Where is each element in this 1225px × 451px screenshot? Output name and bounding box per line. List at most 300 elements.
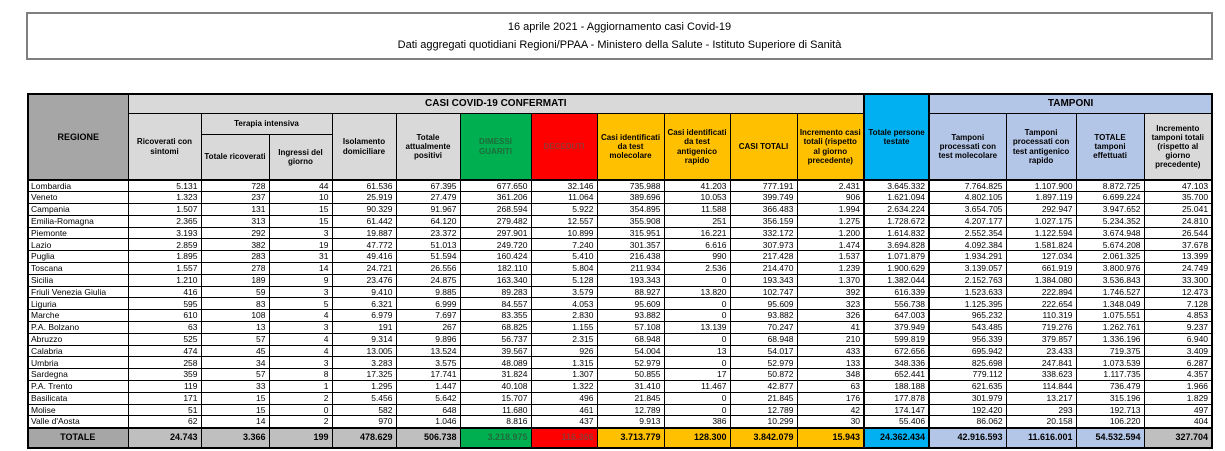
value-cell: 379.949 [864,322,929,334]
value-cell: 990 [664,251,730,263]
value-cell: 23.433 [1006,345,1076,357]
value-cell: 3.409 [1144,345,1212,357]
value-cell: 652.441 [864,369,929,381]
value-cell: 777.191 [730,180,797,192]
region-name: Campania [28,204,128,216]
value-cell: 389.696 [597,192,664,204]
value-cell: 3.654.705 [929,204,1006,216]
value-cell: 6.321 [332,298,396,310]
value-cell: 102.747 [730,286,797,298]
table-row [28,251,1212,263]
value-cell: 1.557 [128,263,201,275]
value-cell: 11.680 [460,404,531,416]
table-row [28,392,1212,404]
value-cell: 1.073.539 [1076,357,1144,369]
value-cell: 70.247 [730,322,797,334]
value-cell: 3.842.079 [730,428,797,448]
region-name: Basilicata [28,392,128,404]
value-cell: 3.366 [201,428,269,448]
value-cell: 279.482 [460,215,531,227]
value-cell: 24.810 [1144,215,1212,227]
value-cell: 0 [664,274,730,286]
value-cell: 1.384.080 [1006,274,1076,286]
value-cell: 1.581.824 [1006,239,1076,251]
value-cell: 25.919 [332,192,396,204]
value-cell: 19 [269,239,332,251]
value-cell: 189 [201,274,269,286]
region-name: Emilia-Romagna [28,215,128,227]
column-header-casi-antigenico: Casi identificati da test antigenico rapido [664,114,730,181]
region-name: Friuli Venezia Giulia [28,286,128,298]
value-cell: 83 [201,298,269,310]
value-cell: 3.579 [531,286,597,298]
value-cell: 1.447 [396,381,460,393]
value-cell: 1.966 [1144,381,1212,393]
value-cell: 3.139.057 [929,263,1006,275]
region-name: Sardegna [28,369,128,381]
value-cell: 297.901 [460,227,531,239]
value-cell: 4.853 [1144,310,1212,322]
value-cell: 1.614.832 [864,227,929,239]
value-cell: 3.674.948 [1076,227,1144,239]
value-cell: 258 [128,357,201,369]
value-cell: 50.855 [597,369,664,381]
column-header-isolamento: Isolamento domiciliare [332,114,396,181]
table-row [28,322,1212,334]
value-cell: 326 [797,310,864,322]
value-cell: 2.152.763 [929,274,1006,286]
value-cell: 5.410 [531,251,597,263]
value-cell: 42.877 [730,381,797,393]
value-cell: 20.158 [1006,416,1076,428]
value-cell: 267 [396,322,460,334]
value-cell: 6.287 [1144,357,1212,369]
value-cell: 12.557 [531,215,597,227]
value-cell: 188.188 [864,381,929,393]
value-cell: 582 [332,404,396,416]
column-header-incremento-casi: Incremento casi totali (rispetto al giorno precedente) [797,114,864,181]
value-cell: 68.948 [730,333,797,345]
value-cell: 2.536 [664,263,730,275]
value-cell: 31 [269,251,332,263]
value-cell: 199 [269,428,332,448]
value-cell: 83.355 [460,310,531,322]
value-cell: 45 [201,345,269,357]
value-cell: 59 [201,286,269,298]
value-cell: 116.366 [531,428,597,448]
value-cell: 114.844 [1006,381,1076,393]
value-cell: 599.819 [864,333,929,345]
value-cell: 51 [128,404,201,416]
value-cell: 556.738 [864,298,929,310]
region-name: Lazio [28,239,128,251]
value-cell: 1.474 [797,239,864,251]
value-cell: 6.940 [1144,333,1212,345]
value-cell: 21.845 [597,392,664,404]
value-cell: 222.654 [1006,298,1076,310]
value-cell: 956.339 [929,333,1006,345]
value-cell: 1.075.551 [1076,310,1144,322]
value-cell: 1.746.527 [1076,286,1144,298]
value-cell: 1.370 [797,274,864,286]
value-cell: 356.159 [730,215,797,227]
value-cell: 13.005 [332,345,396,357]
column-header-regione: REGIONE [28,94,128,180]
value-cell: 1.155 [531,322,597,334]
value-cell: 12.473 [1144,286,1212,298]
value-cell: 251 [664,215,730,227]
column-header-tamponi-totale: TOTALE tamponi effettuati [1076,114,1144,181]
column-header-tamponi-antigenico: Tamponi processati con test antigenico rapido [1006,114,1076,181]
value-cell: 965.232 [929,310,1006,322]
value-cell: 1 [269,381,332,393]
value-cell: 3 [269,227,332,239]
value-cell: 16.221 [664,227,730,239]
region-name: Marche [28,310,128,322]
table-row [28,263,1212,275]
value-cell: 416 [128,286,201,298]
value-cell: 11.064 [531,192,597,204]
value-cell: 9.896 [396,333,460,345]
value-cell: 42 [797,404,864,416]
region-name: Veneto [28,192,128,204]
value-cell: 1.829 [1144,392,1212,404]
value-cell: 301.357 [597,239,664,251]
value-cell: 1.027.175 [1006,215,1076,227]
table-row [28,369,1212,381]
value-cell: 13.399 [1144,251,1212,263]
value-cell: 283 [201,251,269,263]
value-cell: 12.789 [730,404,797,416]
value-cell: 301.979 [929,392,1006,404]
value-cell: 182.110 [460,263,531,275]
value-cell: 906 [797,192,864,204]
value-cell: 24.743 [128,428,201,448]
value-cell: 160.424 [460,251,531,263]
value-cell: 21.845 [730,392,797,404]
value-cell: 9.885 [396,286,460,298]
table-row [28,274,1212,286]
value-cell: 3.193 [128,227,201,239]
value-cell: 33 [201,381,269,393]
value-cell: 88.927 [597,286,664,298]
value-cell: 437 [531,416,597,428]
value-cell: 1.934.291 [929,251,1006,263]
value-cell: 0 [664,392,730,404]
value-cell: 926 [531,345,597,357]
value-cell: 5 [269,298,332,310]
value-cell: 51.013 [396,239,460,251]
value-cell: 0 [269,404,332,416]
value-cell: 332.172 [730,227,797,239]
table-row [28,239,1212,251]
value-cell: 10.053 [664,192,730,204]
table-row [28,310,1212,322]
value-cell: 5.922 [531,204,597,216]
value-cell: 1.897.119 [1006,192,1076,204]
table-body [28,180,1212,448]
title-box [26,12,1213,60]
value-cell: 24.749 [1144,263,1212,275]
value-cell: 7.697 [396,310,460,322]
covid-data-table [27,93,1213,449]
value-cell: 44 [269,180,332,192]
value-cell: 11.616.001 [1006,428,1076,448]
column-header-persone-testate: Totale persone testate [864,94,929,180]
value-cell: 6.616 [664,239,730,251]
value-cell: 1.117.735 [1076,369,1144,381]
value-cell: 1.994 [797,204,864,216]
value-cell: 31.410 [597,381,664,393]
value-cell: 3.575 [396,357,460,369]
value-cell: 5.234.352 [1076,215,1144,227]
value-cell: 24.875 [396,274,460,286]
value-cell: 4 [269,310,332,322]
value-cell: 399.749 [730,192,797,204]
value-cell: 15.707 [460,392,531,404]
value-cell: 5.642 [396,392,460,404]
value-cell: 57 [201,333,269,345]
table-row [28,381,1212,393]
value-cell: 67.395 [396,180,460,192]
value-cell: 15 [201,404,269,416]
value-cell: 1.621.094 [864,192,929,204]
value-cell: 2.552.354 [929,227,1006,239]
value-cell: 52.979 [597,357,664,369]
value-cell: 338.623 [1006,369,1076,381]
value-cell: 0 [664,310,730,322]
value-cell: 192.420 [929,404,1006,416]
value-cell: 616.339 [864,286,929,298]
value-cell: 268.594 [460,204,531,216]
value-cell: 3.218.975 [460,428,531,448]
value-cell: 0 [664,298,730,310]
value-cell: 10.299 [730,416,797,428]
value-cell: 474 [128,345,201,357]
value-cell: 110.319 [1006,310,1076,322]
value-cell: 970 [332,416,396,428]
value-cell: 779.112 [929,369,1006,381]
value-cell: 2.431 [797,180,864,192]
value-cell: 4 [269,333,332,345]
value-cell: 127.034 [1006,251,1076,263]
value-cell: 63 [797,381,864,393]
region-name: Liguria [28,298,128,310]
value-cell: 728 [201,180,269,192]
column-header-ricoverati-sintomi: Ricoverati con sintomi [128,114,201,181]
group-header-terapia-intensiva: Terapia intensiva [201,114,332,135]
value-cell: 0 [664,333,730,345]
value-cell: 13.524 [396,345,460,357]
value-cell: 3.713.779 [597,428,664,448]
value-cell: 315.196 [1076,392,1144,404]
value-cell: 26.556 [396,263,460,275]
value-cell: 23.372 [396,227,460,239]
value-cell: 15 [269,215,332,227]
value-cell: 54.532.594 [1076,428,1144,448]
value-cell: 9.237 [1144,322,1212,334]
value-cell: 1.323 [128,192,201,204]
value-cell: 8.816 [460,416,531,428]
value-cell: 52.979 [730,357,797,369]
value-cell: 404 [1144,416,1212,428]
region-name: Abruzzo [28,333,128,345]
value-cell: 478.629 [332,428,396,448]
value-cell: 1.895 [128,251,201,263]
value-cell: 1.307 [531,369,597,381]
column-header-incremento-tamponi: Incremento tamponi totali (rispetto al giorno precedente) [1144,114,1212,181]
value-cell: 62 [128,416,201,428]
value-cell: 348 [797,369,864,381]
value-cell: 61.442 [332,215,396,227]
value-cell: 1.122.594 [1006,227,1076,239]
value-cell: 90.329 [332,204,396,216]
value-cell: 106.220 [1076,416,1144,428]
column-header-tamponi-molecolare: Tamponi processati con test molecolare [929,114,1006,181]
value-cell: 386 [664,416,730,428]
value-cell: 0 [664,357,730,369]
value-cell: 93.882 [730,310,797,322]
value-cell: 496 [531,392,597,404]
region-name: Lombardia [28,180,128,192]
value-cell: 355.908 [597,215,664,227]
value-cell: 1.900.629 [864,263,929,275]
column-header-attualmente-positivi: Totale attualmente positivi [396,114,460,181]
value-cell: 647.003 [864,310,929,322]
value-cell: 5.128 [531,274,597,286]
value-cell: 2.830 [531,310,597,322]
value-cell: 192.713 [1076,404,1144,416]
table-row [28,227,1212,239]
value-cell: 11.588 [664,204,730,216]
group-header-casi-confermati: CASI COVID-19 CONFERMATI [128,94,864,114]
value-cell: 133 [797,357,864,369]
value-cell: 14 [269,263,332,275]
value-cell: 8 [269,369,332,381]
value-cell: 735.988 [597,180,664,192]
value-cell: 13.139 [664,322,730,334]
value-cell: 247.841 [1006,357,1076,369]
value-cell: 54.004 [597,345,664,357]
value-cell: 6.979 [332,310,396,322]
value-cell: 2.315 [531,333,597,345]
value-cell: 3 [269,322,332,334]
value-cell: 61.536 [332,180,396,192]
value-cell: 8.872.725 [1076,180,1144,192]
value-cell: 3 [269,286,332,298]
value-cell: 17.325 [332,369,396,381]
value-cell: 719.276 [1006,322,1076,334]
value-cell: 1.295 [332,381,396,393]
value-cell: 95.609 [730,298,797,310]
value-cell: 15 [269,204,332,216]
value-cell: 3.694.828 [864,239,929,251]
value-cell: 19.887 [332,227,396,239]
table-row [28,215,1212,227]
value-cell: 193.343 [597,274,664,286]
value-cell: 348.336 [864,357,929,369]
value-cell: 1.348.049 [1076,298,1144,310]
region-name: Molise [28,404,128,416]
value-cell: 661.919 [1006,263,1076,275]
column-header-casi-totali: CASI TOTALI [730,114,797,181]
value-cell: 695.942 [929,345,1006,357]
value-cell: 237 [201,192,269,204]
value-cell: 35.700 [1144,192,1212,204]
value-cell: 543.485 [929,322,1006,334]
value-cell: 42.916.593 [929,428,1006,448]
value-cell: 6.699.224 [1076,192,1144,204]
value-cell: 40.108 [460,381,531,393]
region-name: Toscana [28,263,128,275]
value-cell: 57.108 [597,322,664,334]
value-cell: 17 [664,369,730,381]
value-cell: 327.704 [1144,428,1212,448]
value-cell: 9.410 [332,286,396,298]
value-cell: 68.948 [597,333,664,345]
value-cell: 217.428 [730,251,797,263]
value-cell: 17.741 [396,369,460,381]
value-cell: 95.609 [597,298,664,310]
value-cell: 293 [1006,404,1076,416]
value-cell: 1.537 [797,251,864,263]
value-cell: 9 [269,274,332,286]
value-cell: 3.536.843 [1076,274,1144,286]
value-cell: 47.103 [1144,180,1212,192]
value-cell: 7.128 [1144,298,1212,310]
value-cell: 32.146 [531,180,597,192]
table-row [28,416,1212,428]
value-cell: 171 [128,392,201,404]
value-cell: 1.046 [396,416,460,428]
report-title: 16 aprile 2021 - Aggiornamento casi Covid-19 [507,20,732,33]
value-cell: 1.523.633 [929,286,1006,298]
value-cell: 174.147 [864,404,929,416]
value-cell: 50.872 [730,369,797,381]
value-cell: 5.456 [332,392,396,404]
value-cell: 222.894 [1006,286,1076,298]
column-header-dimessi-guariti: DIMESSI GUARITI [460,114,531,181]
value-cell: 176 [797,392,864,404]
value-cell: 41 [797,322,864,334]
value-cell: 12.789 [597,404,664,416]
value-cell: 595 [128,298,201,310]
value-cell: 1.200 [797,227,864,239]
value-cell: 4.092.384 [929,239,1006,251]
value-cell: 3.947.652 [1076,204,1144,216]
table-row [28,333,1212,345]
value-cell: 27.479 [396,192,460,204]
column-header-totale-ricoverati: Totale ricoverati [201,135,269,181]
value-cell: 5.804 [531,263,597,275]
value-cell: 163.340 [460,274,531,286]
value-cell: 108 [201,310,269,322]
value-cell: 292 [201,227,269,239]
value-cell: 2.634.224 [864,204,929,216]
value-cell: 719.375 [1076,345,1144,357]
total-label: TOTALE [28,428,128,448]
value-cell: 10.899 [531,227,597,239]
value-cell: 392 [797,286,864,298]
value-cell: 672.656 [864,345,929,357]
region-name: P.A. Trento [28,381,128,393]
value-cell: 37.678 [1144,239,1212,251]
value-cell: 736.479 [1076,381,1144,393]
table-row [28,204,1212,216]
value-cell: 13.820 [664,286,730,298]
value-cell: 4.053 [531,298,597,310]
region-name: Valle d'Aosta [28,416,128,428]
